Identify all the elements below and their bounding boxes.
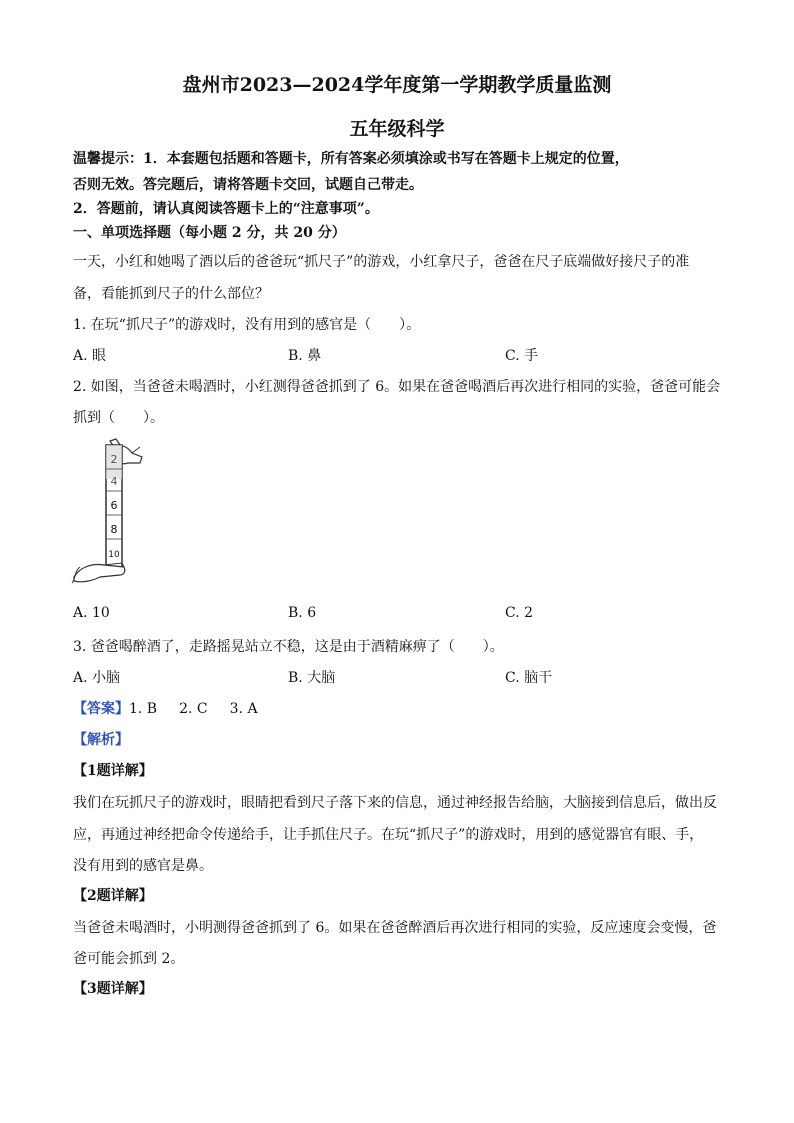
q2-option-a: A. 10 bbox=[73, 605, 110, 621]
page-subtitle: 五年级科学 bbox=[349, 118, 445, 140]
detail-1-line-1: 我们在玩抓尺子的游戏时，眼睛把看到尺子落下来的信息，通过神经报告给脑，大脑接到信息后，做出反 bbox=[73, 795, 717, 811]
answer-3: 3. A bbox=[229, 701, 258, 717]
q3-option-a: A. 小脑 bbox=[73, 670, 121, 686]
detail-1-line-3: 没有用到的感官是鼻。 bbox=[73, 858, 213, 874]
ruler-label-10: 10 bbox=[108, 550, 120, 560]
q1-option-b: B. 鼻 bbox=[288, 348, 322, 364]
question-2-stem-2: 抓到（ ）。 bbox=[73, 410, 164, 426]
bottom-hand-icon bbox=[72, 563, 125, 583]
intro-line-2: 备，看能抓到尺子的什么部位？ bbox=[73, 286, 269, 302]
detail-2-line-2: 爸可能会抓到 2。 bbox=[73, 951, 185, 967]
ruler-label-6: 6 bbox=[110, 499, 118, 512]
answer-1: 1. B bbox=[129, 701, 158, 717]
analysis-label: 【解析】 bbox=[73, 732, 129, 748]
notice-line-3: 2．答题前，请认真阅读答题卡上的“注意事项”。 bbox=[73, 201, 379, 217]
ruler-catch-illustration bbox=[70, 433, 150, 585]
q2-option-b: B. 6 bbox=[288, 605, 317, 621]
notice-line-1: 温馨提示：1．本套题包括题和答题卡，所有答案必须填涂或书写在答题卡上规定的位置， bbox=[73, 151, 629, 167]
detail-1-line-2: 应，再通过神经把命令传递给手，让手抓住尺子。在玩“抓尺子”的游戏时，用到的感觉器官有眼、手， bbox=[73, 827, 704, 843]
intro-line-1: 一天，小红和她喝了酒以后的爸爸玩“抓尺子”的游戏，小红拿尺子，爸爸在尺子底端做好接尺子的准 bbox=[73, 254, 690, 270]
answer-2: 2. C bbox=[179, 701, 208, 717]
answer-label: 【答案】 bbox=[73, 701, 129, 717]
detail-3-label: 【3题详解】 bbox=[73, 981, 153, 997]
question-2-stem-1: 2. 如图，当爸爸未喝酒时，小红测得爸爸抓到了 6。如果在爸爸喝酒后再次进行相同的实验，爸爸可能会 bbox=[73, 379, 721, 395]
section-heading: 一、单项选择题（每小题 2 分，共 20 分） bbox=[73, 225, 346, 241]
q1-option-c: C. 手 bbox=[505, 348, 539, 364]
q1-option-a: A. 眼 bbox=[73, 348, 107, 364]
notice-line-2: 否则无效。答完题后，请将答题卡交回，试题自己带走。 bbox=[73, 177, 423, 193]
q3-option-b: B. 大脑 bbox=[288, 670, 336, 686]
ruler-label-8: 8 bbox=[110, 523, 118, 536]
ruler-label-4: 4 bbox=[110, 475, 118, 488]
question-1-stem: 1. 在玩“抓尺子”的游戏时，没有用到的感官是（ ）。 bbox=[73, 317, 421, 333]
detail-2-label: 【2题详解】 bbox=[73, 888, 153, 904]
detail-1-label: 【1题详解】 bbox=[73, 763, 153, 779]
ruler-label-2: 2 bbox=[110, 453, 118, 466]
q2-option-c: C. 2 bbox=[505, 605, 534, 621]
answer-row bbox=[73, 698, 723, 718]
detail-2-line-1: 当爸爸未喝酒时，小明测得爸爸抓到了 6。如果在爸爸醉酒后再次进行相同的实验，反应速度会变慢，爸 bbox=[73, 920, 717, 936]
question-3-stem: 3. 爸爸喝醉酒了，走路摇晃站立不稳，这是由于酒精麻痹了（ ）。 bbox=[73, 639, 504, 655]
page-title: 盘州市2023—2024学年度第一学期教学质量监测 bbox=[182, 74, 612, 96]
q3-option-c: C. 脑干 bbox=[505, 670, 553, 686]
